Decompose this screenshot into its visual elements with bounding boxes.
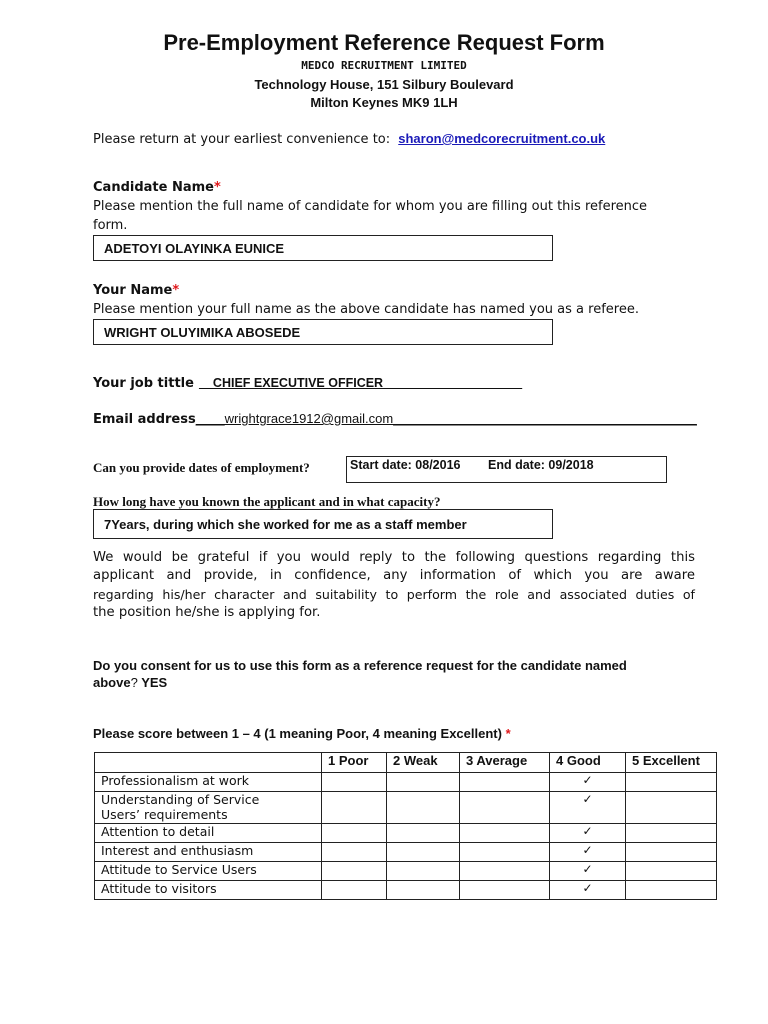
- header-blank: [95, 753, 322, 773]
- known-duration-question: How long have you known the applicant and in what capacity?: [93, 494, 441, 509]
- score-instruction: [93, 726, 511, 741]
- score-cell-3[interactable]: [460, 792, 550, 824]
- criterion-line-1: Understanding of Service: [101, 792, 260, 807]
- score-cell-3[interactable]: [460, 773, 550, 792]
- criterion-line-1: Professionalism at work: [101, 773, 250, 788]
- score-cell-5[interactable]: [626, 792, 717, 824]
- end-date-value: End date: 09/2018: [488, 458, 594, 472]
- candidate-name-field[interactable]: ADETOYI OLAYINKA EUNICE: [93, 235, 553, 261]
- header-weak: 2 Weak: [387, 753, 460, 773]
- criterion-line-2: Users’ requirements: [101, 807, 228, 822]
- candidate-label-text: Candidate Name: [93, 180, 214, 195]
- your-name-label: [93, 283, 179, 298]
- return-instruction: [93, 129, 605, 149]
- score-cell-1[interactable]: [322, 862, 387, 881]
- score-cell-1[interactable]: [322, 881, 387, 900]
- score-table-header: [95, 753, 717, 773]
- score-cell-5[interactable]: [626, 881, 717, 900]
- criterion-label: [95, 843, 322, 862]
- criterion-line-1: Attitude to visitors: [101, 881, 217, 896]
- your-name-label-text: Your Name: [93, 283, 173, 298]
- score-cell-1[interactable]: [322, 824, 387, 843]
- paragraph-line-1: We would be grateful if you would reply to the following questions regarding this: [93, 550, 695, 565]
- instructions-paragraph: [93, 549, 695, 622]
- checkmark-icon: ✓: [582, 862, 593, 876]
- address-line-2: Milton Keynes MK9 1LH: [310, 95, 458, 110]
- header-poor: 1 Poor: [322, 753, 387, 773]
- criterion-label: [95, 881, 322, 900]
- score-cell-5[interactable]: [626, 843, 717, 862]
- consent-line-1: Do you consent for us to use this form as a reference request for the candidate named: [93, 658, 627, 673]
- score-cell-5[interactable]: [626, 773, 717, 792]
- score-cell-3[interactable]: [460, 881, 550, 900]
- score-row: [95, 843, 717, 862]
- checkmark-icon: ✓: [582, 792, 593, 806]
- consent-question: [93, 657, 713, 691]
- score-cell-4[interactable]: [550, 843, 626, 862]
- score-cell-4[interactable]: [550, 862, 626, 881]
- candidate-name-label: [93, 180, 221, 195]
- score-cell-3[interactable]: [460, 862, 550, 881]
- address-line-1: Technology House, 151 Silbury Boulevard: [254, 77, 514, 92]
- score-cell-5[interactable]: [626, 862, 717, 881]
- score-cell-1[interactable]: [322, 773, 387, 792]
- criterion-label: [95, 792, 322, 824]
- required-asterisk: *: [172, 283, 180, 298]
- checkmark-icon: ✓: [582, 843, 593, 857]
- criterion-label: [95, 862, 322, 881]
- your-name-help: Please mention your full name as the above candidate has named you as a referee.: [93, 302, 639, 317]
- paragraph-line-3: regarding his/her character and suitability to perform the role and associated duties of: [93, 586, 695, 602]
- job-title-field[interactable]: __CHIEF EXECUTIVE OFFICER____________________: [199, 376, 523, 390]
- score-cell-4[interactable]: [550, 792, 626, 824]
- score-cell-2[interactable]: [387, 862, 460, 881]
- score-cell-3[interactable]: [460, 843, 550, 862]
- criterion-label: [95, 773, 322, 792]
- company-name: MEDCO RECRUITMENT LIMITED: [301, 59, 467, 72]
- email-label: Email address: [93, 412, 196, 427]
- employment-dates-question: Can you provide dates of employment?: [93, 460, 310, 475]
- return-text: Please return at your earliest convenience to:: [93, 132, 391, 147]
- score-table: [94, 752, 717, 900]
- score-instruction-text: Please score between 1 – 4 (1 meaning Poor, 4 meaning Excellent): [93, 726, 502, 741]
- score-row: [95, 792, 717, 824]
- consent-line-2: [93, 674, 713, 691]
- paragraph-line-2: applicant and provide, in confidence, any information of which you are aware: [93, 568, 695, 584]
- consent-qmark: ?: [130, 675, 138, 690]
- consent-above: above: [93, 675, 131, 690]
- score-cell-2[interactable]: [387, 881, 460, 900]
- score-cell-2[interactable]: [387, 824, 460, 843]
- score-cell-5[interactable]: [626, 824, 717, 843]
- known-duration-field[interactable]: 7Years, during which she worked for me as a staff member: [93, 509, 553, 539]
- criterion-line-1: Attention to detail: [101, 824, 215, 839]
- score-cell-4[interactable]: [550, 824, 626, 843]
- score-cell-2[interactable]: [387, 773, 460, 792]
- required-asterisk: *: [213, 180, 221, 195]
- employment-dates-box[interactable]: [346, 456, 667, 483]
- your-name-field[interactable]: WRIGHT OLUYIMIKA ABOSEDE: [93, 319, 553, 345]
- criterion-line-1: Interest and enthusiasm: [101, 843, 254, 858]
- required-asterisk: *: [505, 726, 511, 741]
- score-cell-2[interactable]: [387, 792, 460, 824]
- score-row: [95, 824, 717, 843]
- score-cell-1[interactable]: [322, 843, 387, 862]
- score-cell-2[interactable]: [387, 843, 460, 862]
- score-cell-3[interactable]: [460, 824, 550, 843]
- score-row: [95, 773, 717, 792]
- criterion-line-1: Attitude to Service Users: [101, 862, 257, 877]
- header-good: 4 Good: [550, 753, 626, 773]
- page-title: Pre-Employment Reference Request Form: [163, 30, 605, 55]
- checkmark-icon: ✓: [582, 824, 593, 838]
- consent-answer: YES: [137, 675, 168, 690]
- checkmark-icon: ✓: [582, 881, 593, 895]
- start-date-value: Start date: 08/2016: [350, 458, 461, 472]
- score-cell-4[interactable]: [550, 881, 626, 900]
- candidate-help-2: form.: [93, 218, 128, 233]
- paragraph-line-4: the position he/she is applying for.: [93, 604, 321, 620]
- job-title-label: Your job tittle: [93, 376, 194, 391]
- score-cell-1[interactable]: [322, 792, 387, 824]
- job-title-row: [93, 372, 522, 391]
- score-row: [95, 881, 717, 900]
- score-row: [95, 862, 717, 881]
- header-excellent: 5 Excellent: [626, 753, 717, 773]
- checkmark-icon: ✓: [582, 773, 593, 787]
- email-row: [93, 408, 713, 427]
- candidate-help-1: Please mention the full name of candidate for whom you are filling out this reference: [93, 199, 648, 214]
- email-field[interactable]: ____wrightgrace1912@gmail.com__________________________________________: [195, 411, 697, 426]
- header-average: 3 Average: [460, 753, 550, 773]
- return-email-link[interactable]: sharon@medcorecruitment.co.uk: [398, 131, 606, 146]
- score-cell-4[interactable]: [550, 773, 626, 792]
- criterion-label: [95, 824, 322, 843]
